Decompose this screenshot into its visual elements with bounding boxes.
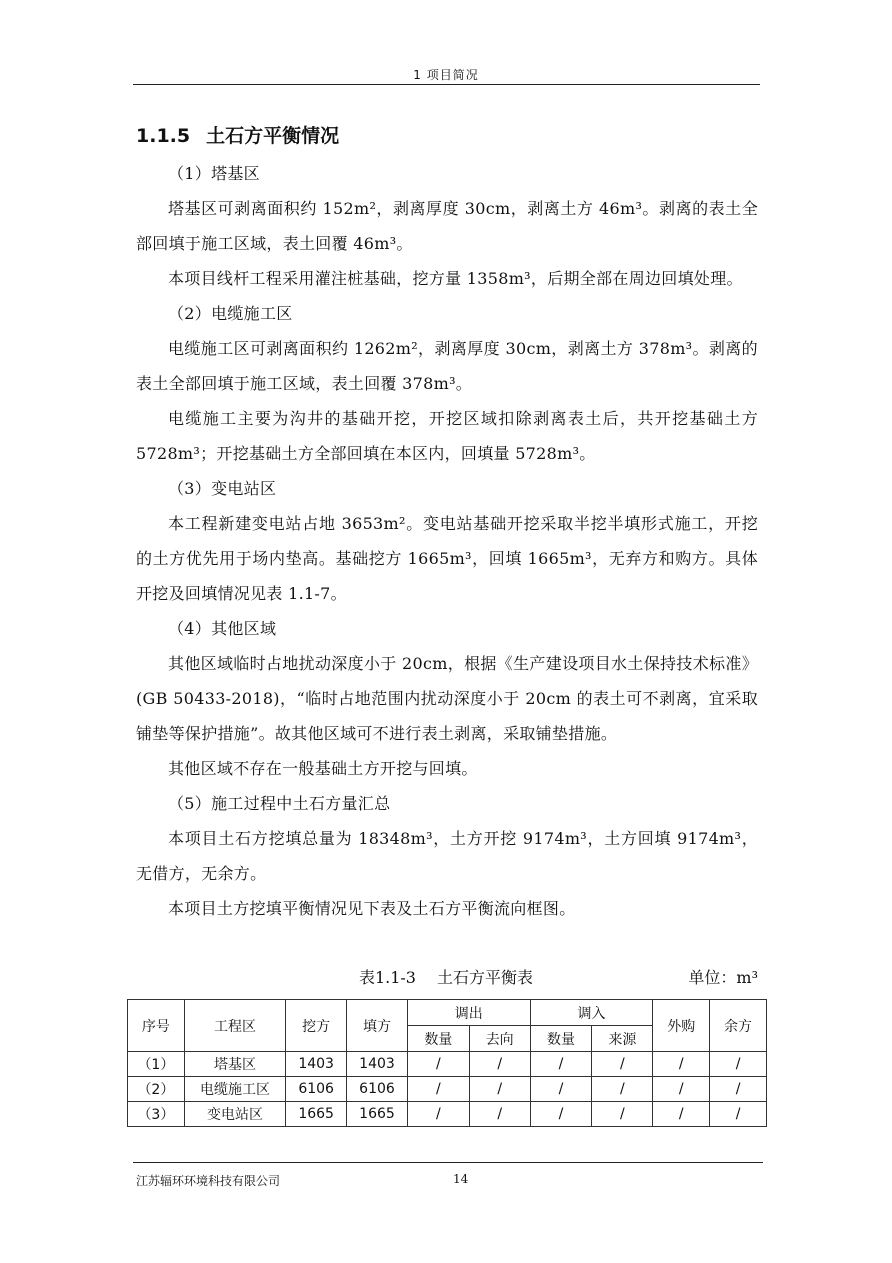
header-cut: 挖方 xyxy=(286,1000,347,1052)
subheading-tower-area: （1）塔基区 xyxy=(168,164,260,183)
earthwork-balance-table xyxy=(127,999,767,1127)
table-caption: 表1.1-3 土石方平衡表 xyxy=(358,968,534,987)
table-cell: 1665 xyxy=(347,1102,408,1127)
table-cell: / xyxy=(469,1102,530,1127)
paragraph: 电缆施工区可剥离面积约 1262m²，剥离厚度 30cm，剥离土方 378m³。剥离的表土全部回填于施工区域，表土回覆 378m³。 xyxy=(136,339,758,393)
header-in-src: 来源 xyxy=(592,1026,653,1052)
table-cell: / xyxy=(407,1102,469,1127)
footer-company: 江苏辐环环境科技有限公司 xyxy=(136,1174,281,1188)
header-out-qty: 数量 xyxy=(407,1026,469,1052)
table-unit: 单位：m³ xyxy=(688,968,758,987)
table-cell: 1403 xyxy=(347,1052,408,1077)
table-cell: （1） xyxy=(128,1052,185,1077)
table-cell: / xyxy=(710,1077,767,1102)
page-header-title: 1 项目简况 xyxy=(413,68,479,82)
header-in-qty: 数量 xyxy=(530,1026,592,1052)
table-cell: / xyxy=(592,1102,653,1127)
paragraph: 本项目土方挖填平衡情况见下表及土石方平衡流向框图。 xyxy=(168,899,576,918)
header-fill: 填方 xyxy=(347,1000,408,1052)
section-heading xyxy=(136,121,339,148)
table-cell: / xyxy=(710,1102,767,1127)
table-cell: 1403 xyxy=(286,1052,347,1077)
body-text xyxy=(136,156,758,926)
table-cell: 电缆施工区 xyxy=(184,1077,285,1102)
table-row xyxy=(128,1052,767,1077)
subheading-substation-area: （3）变电站区 xyxy=(168,479,277,498)
paragraph: 本项目土石方挖填总量为 18348m³，土方开挖 9174m³，土方回填 9174m³，无借方，无余方。 xyxy=(136,829,758,883)
header-out: 调出 xyxy=(407,1000,530,1026)
paragraph: 其他区域不存在一般基础土方开挖与回填。 xyxy=(168,759,478,778)
subheading-other-area: （4）其他区域 xyxy=(168,619,277,638)
paragraph: 其他区域临时占地扰动深度小于 20cm，根据《生产建设项目水土保持技术标准》(GB 50433-2018)，“临时占地范围内扰动深度小于 20cm 的表土可不剥离，宜采取铺垫等保护措施”。故其他区域可不进行表土剥离，采取铺垫措施。 xyxy=(136,654,758,743)
subheading-cable-area: （2）电缆施工区 xyxy=(168,304,293,323)
table-row xyxy=(128,1102,767,1127)
table-cell: （3） xyxy=(128,1102,185,1127)
table-cell: / xyxy=(469,1052,530,1077)
table-cell: / xyxy=(592,1052,653,1077)
table-cell: 变电站区 xyxy=(184,1102,285,1127)
table-row xyxy=(128,1077,767,1102)
header-out-dest: 去向 xyxy=(469,1026,530,1052)
page-number: 14 xyxy=(453,1172,469,1186)
table-cell: / xyxy=(469,1077,530,1102)
header-seq: 序号 xyxy=(128,1000,185,1052)
header-purchase: 外购 xyxy=(653,1000,710,1052)
section-number: 1.1.5 xyxy=(136,125,191,147)
table-cell: / xyxy=(530,1102,592,1127)
table-cell: / xyxy=(407,1052,469,1077)
table-cell: / xyxy=(407,1077,469,1102)
table-cell: / xyxy=(653,1052,710,1077)
table-cell: / xyxy=(592,1077,653,1102)
table-cell: （2） xyxy=(128,1077,185,1102)
section-title: 土石方平衡情况 xyxy=(206,125,340,147)
subheading-summary: （5）施工过程中土石方量汇总 xyxy=(168,794,391,813)
paragraph: 塔基区可剥离面积约 152m²，剥离厚度 30cm，剥离土方 46m³。剥离的表土全部回填于施工区域，表土回覆 46m³。 xyxy=(136,199,758,253)
footer-divider xyxy=(133,1162,763,1163)
table-cell: / xyxy=(653,1077,710,1102)
table-cell: 1665 xyxy=(286,1102,347,1127)
header-in: 调入 xyxy=(530,1000,653,1026)
table-cell: / xyxy=(710,1052,767,1077)
table-cell: 6106 xyxy=(286,1077,347,1102)
header-divider xyxy=(133,84,760,85)
table-cell: 6106 xyxy=(347,1077,408,1102)
paragraph: 电缆施工主要为沟井的基础开挖，开挖区域扣除剥离表土后，共开挖基础土方 5728m³；开挖基础土方全部回填在本区内，回填量 5728m³。 xyxy=(136,409,758,463)
header-project-area: 工程区 xyxy=(184,1000,285,1052)
table-cell: / xyxy=(530,1052,592,1077)
paragraph: 本项目线杆工程采用灌注桩基础，挖方量 1358m³，后期全部在周边回填处理。 xyxy=(168,269,743,288)
header-surplus: 余方 xyxy=(710,1000,767,1052)
table-cell: 塔基区 xyxy=(184,1052,285,1077)
table-cell: / xyxy=(530,1077,592,1102)
table-cell: / xyxy=(653,1102,710,1127)
paragraph: 本工程新建变电站占地 3653m²。变电站基础开挖采取半挖半填形式施工，开挖的土方优先用于场内垫高。基础挖方 1665m³，回填 1665m³，无弃方和购方。具体开挖及回填情况见表 1.1-7。 xyxy=(136,514,758,603)
